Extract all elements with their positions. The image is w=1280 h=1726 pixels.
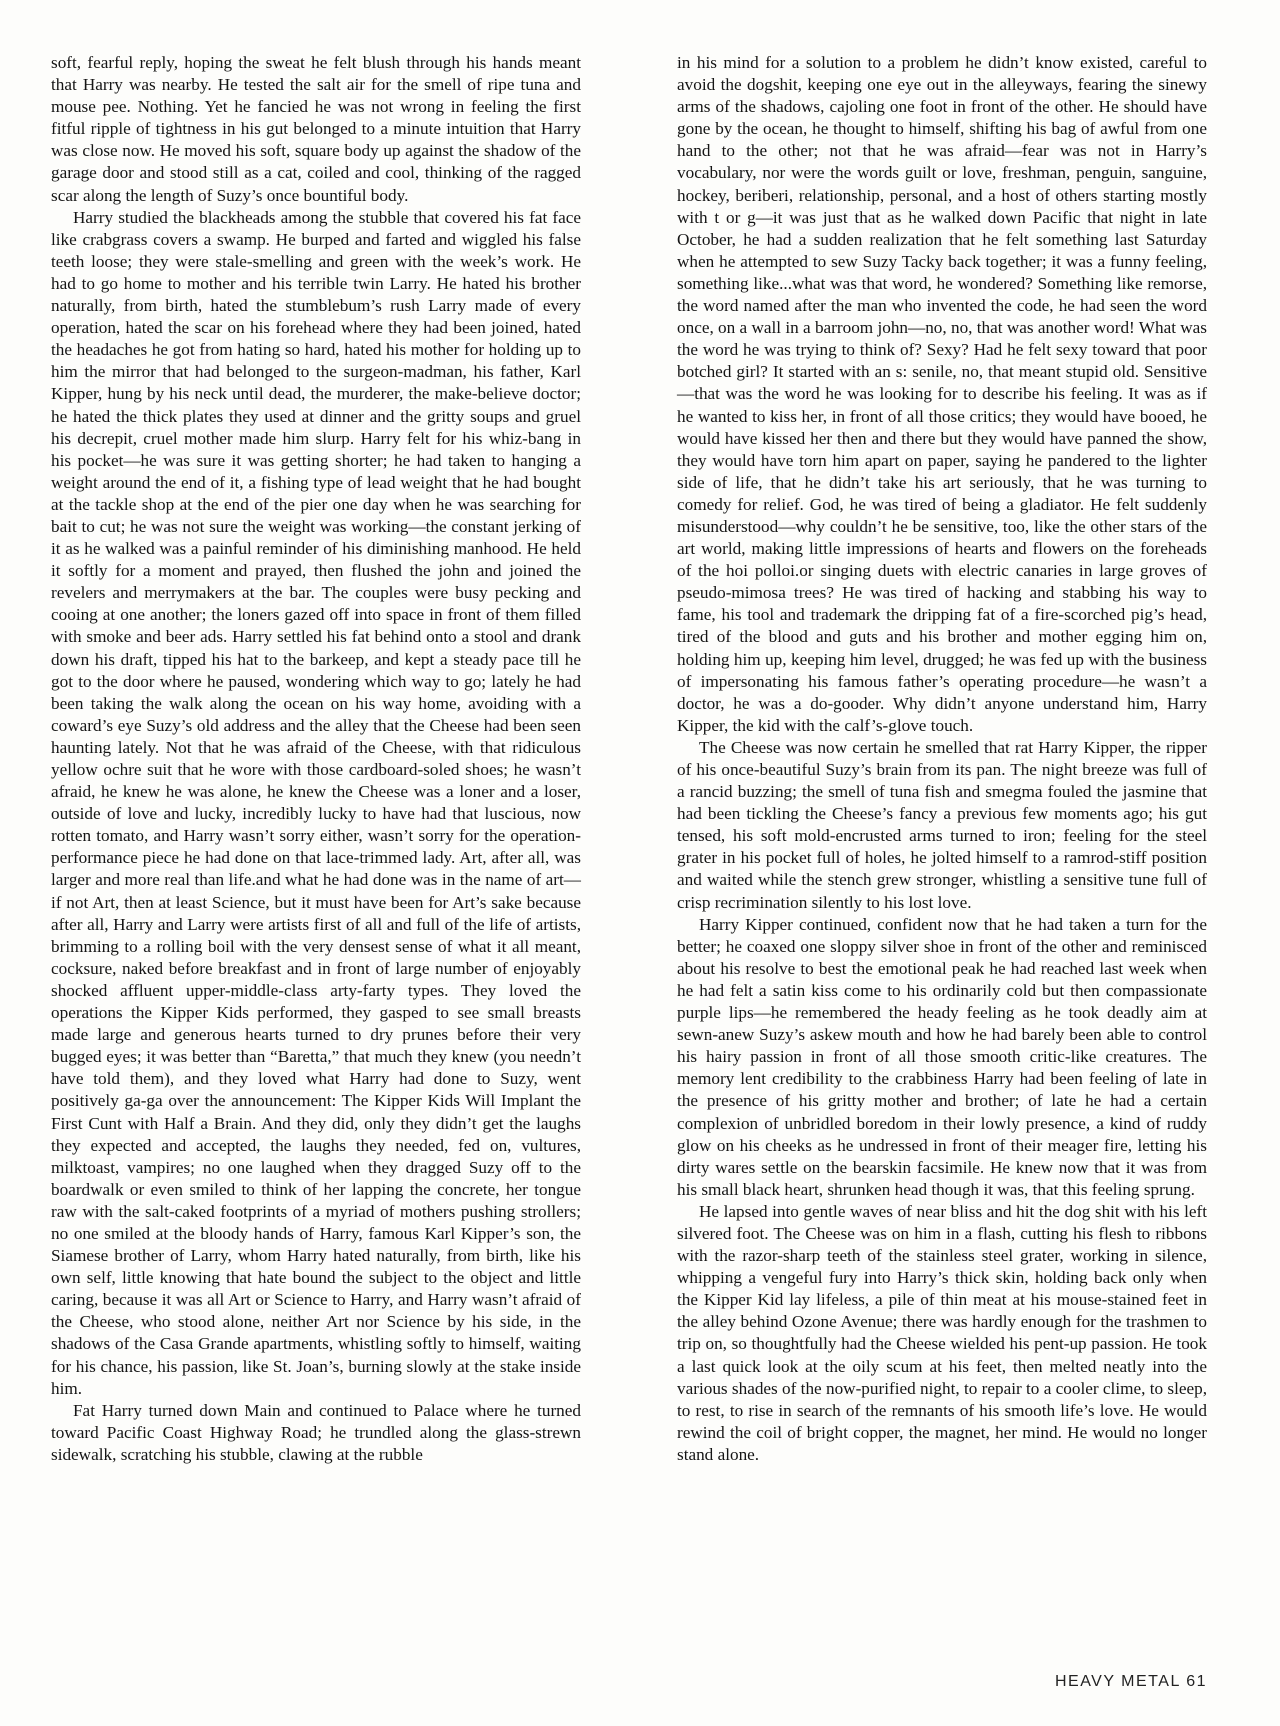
left-column: [51, 52, 581, 1466]
page-number: 61: [1186, 1673, 1207, 1690]
paragraph: Harry Kipper continued, confident now that he had taken a turn for the better; he coaxed one sloppy silver shoe in front of the other and reminisced about his resolve to best the emotional peak he had reached last week when he had felt a satin kiss come to his ordinarily cold but then compassionate purple lips—he remembered the heady feeling as he took deadly aim at sewn-anew Suzy’s askew mouth and how he had barely been able to control his hairy passion in front of all those smooth critic-like creatures. The memory lent credibility to the crabbiness Harry had been feeling of late in the presence of his gritty mother and brother; of late he had a certain complexion of unbridled boredom in their lowly presence, a kind of ruddy glow on his cheeks as he undressed in front of their meager fire, letting his dirty wares settle on the bearskin facsimile. He knew now that it was from his small black heart, shrunken head though it was, that this feeling sprung.: [677, 914, 1207, 1199]
paragraph: The Cheese was now certain he smelled that rat Harry Kipper, the ripper of his once-beautiful Suzy’s brain from its pan. The night breeze was full of a rancid buzzing; the smell of tuna fish and smegma fouled the jasmine that had been tickling the Cheese’s fancy a previous few moments ago; his gut tensed, his soft mold-encrusted arms turned to iron; feeling for the steel grater in his pocket full of holes, he jolted himself to a ramrod-stiff position and waited while the stench grew stronger, whistling a sensitive tune full of crisp recrimination silently to his lost love.: [677, 737, 1207, 912]
right-column: [677, 52, 1207, 1466]
paragraph: He lapsed into gentle waves of near bliss and hit the dog shit with his left silvered foot. The Cheese was on him in a flash, cutting his flesh to ribbons with the razor-sharp teeth of the stainless steel grater, working in silence, whipping a vengeful fury into Harry’s thick skin, holding back only when the Kipper Kid lay lifeless, a pile of thin meat at his mouse-stained feet in the alley behind Ozone Avenue; there was hardly enough for the trashmen to trip on, so thoughtfully had the Cheese wielded his pent-up passion. He took a last quick look at the oily scum at his feet, then melted neatly into the various shades of the now-purified night, to repair to a cooler clime, to sleep, to rest, to rise in search of the remnants of his smooth life’s love. He would rewind the coil of bright copper, the magnet, her mind. He would no longer stand alone.: [677, 1201, 1207, 1464]
magazine-name: HEAVY METAL: [1054, 1673, 1181, 1690]
paragraph: soft, fearful reply, hoping the sweat he felt blush through his hands meant that Harry was nearby. He tested the salt air for the smell of ripe tuna and mouse pee. Nothing. Yet he fancied he was not wrong in feeling the first fitful ripple of tightness in his gut belonged to a minute intuition that Harry was close now. He moved his soft, square body up against the shadow of the garage door and stood still as a cat, coiled and cool, thinking of the ragged scar along the length of Suzy’s once bountiful body.: [51, 53, 581, 205]
paragraph: Fat Harry turned down Main and continued to Palace where he turned toward Pacific Coast Highway Road; he trundled along the glass-strewn sidewalk, scratching his stubble, clawing at the rubble: [51, 1400, 581, 1464]
page-footer: [1055, 1673, 1207, 1691]
paragraph: Harry studied the blackheads among the stubble that covered his fat face like crabgrass covers a swamp. He burped and farted and wiggled his false teeth loose; they were stale-smelling and green with the week’s work. He had to go home to mother and his terrible twin Larry. He hated his brother naturally, from birth, hated the stumblebum’s rush Larry made of every operation, hated the scar on his forehead where they had been joined, hated the headaches he got from hating so hard, hated his mother for holding up to him the mirror that had belonged to the surgeon-madman, his father, Karl Kipper, hung by his neck until dead, the murderer, the make-believe doctor; he hated the thick plates they used at dinner and the gritty soups and gruel his decrepit, cruel mother made him slurp. Harry felt for his whiz-bang in his pocket—he was sure it was getting shorter; he had taken to hanging a weight around the end of it, a fishing type of lead weight that he had bought at the tackle shop at the end of the pier one day when he was searching for bait to cut; he was not sure the weight was working—the constant jerking of it as he walked was a painful reminder of his diminishing manhood. He held it softly for a moment and prayed, then flushed the john and joined the revelers and merrymakers at the bar. The couples were busy pecking and cooing at one another; the loners gazed off into space in front of them filled with smoke and beer ads. Harry settled his fat behind onto a stool and drank down his draft, tipped his hat to the barkeep, and kept a steady pace till he got to the door where he paused, wondering which way to go; lately he had been taking the walk along the ocean on his way home, avoiding with a coward’s eye Suzy’s old address and the alley that the Cheese had been seen haunting lately. Not that he was afraid of the Cheese, with that ridiculous yellow ochre suit that he wore with those cardboard-soled shoes; he wasn’t afraid, he knew he was alone, he knew the Cheese was a loner and a loser, outside of love and lucky, incredibly lucky to have had that luscious, now rotten tomato, and Harry wasn’t sorry either, wasn’t sorry for the operation-performance piece he had done on that lace-trimmed lady. Art, after all, was larger and more real than life.and what he had done was in the name of art—if not Art, then at least Science, but it must have been for Art’s sake because after all, Harry and Larry were artists first of all and full of the life of artists, brimming to a rolling boil with the very densest sense of what it all meant, cocksure, naked before breakfast and in front of large number of enjoyably shocked affluent upper-middle-class arty-farty types. They loved the operations the Kipper Kids performed, they gasped to see small breasts made large and generous hearts turned to dry prunes before their very bugged eyes; it was better than “Baretta,” that much they knew (you needn’t have told them), and they loved what Harry had done to Suzy, went positively ga-ga over the announcement: The Kipper Kids Will Implant the First Cunt with Half a Brain. And they did, only they didn’t get the laughs they expected and accepted, the laughs they needed, fed on, vultures, milktoast, vampires; no one laughed when they dragged Suzy off to the boardwalk or even smiled to think of her lapping the concrete, her tongue raw with the salt-caked footprints of a myriad of mothers pushing strollers; no one smiled at the bloody hands of Harry, famous Karl Kipper’s son, the Siamese brother of Larry, whom Harry hated naturally, from birth, like his own self, little knowing that hate bound the subject to the object and little caring, because it was all Art or Science to Harry, and Harry wasn’t afraid of the Cheese, who stood alone, neither Art nor Science by his side, in the shadows of the Casa Grande apartments, whistling softly to himself, waiting for his chance, his passion, like St. Joan’s, burning slowly at the stake inside him.: [51, 207, 581, 1398]
paragraph: in his mind for a solution to a problem he didn’t know existed, careful to avoid the dogshit, keeping one eye out in the alleyways, fearing the sinewy arms of the shadows, cajoling one foot in front of the other. He should have gone by the ocean, he thought to himself, shifting his bag of awful from one hand to the other; not that he was afraid—fear was not in Harry’s vocabulary, nor were the words guilt or love, freshman, penguin, sanguine, hockey, beriberi, relationship, personal, and a host of others starting mostly with t or g—it was just that as he walked down Pacific that night in late October, he had a sudden realization that he felt something last Saturday when he attempted to sew Suzy Tacky back together; it was a funny feeling, something like...what was that word, he wondered? Something like remorse, the word named after the man who invented the code, he had seen the word once, on a wall in a barroom john—no, no, that was another word! What was the word he was trying to think of? Sexy? Had he felt sexy toward that poor botched girl? It started with an s: senile, no, that meant stupid old. Sensitive—that was the word he was looking for to describe his feeling. It was as if he wanted to kiss her, in front of all those critics; they would have booed, he would have kissed her then and there but they would have panned the show, they would have torn him apart on paper, saying he pandered to the lighter side of life, that he didn’t take his art seriously, that he was turning to comedy for relief. God, he was tired of being a gladiator. He felt suddenly misunderstood—why couldn’t he be sensitive, too, like the other stars of the art world, making little impressions of hearts and flowers on the foreheads of the hoi polloi.or singing duets with electric canaries in large groves of pseudo-mimosa trees? He was tired of hacking and stabbing his way to fame, his tool and trademark the dripping fat of a fire-scorched pig’s head, tired of the blood and guts and his brother and mother egging him on, holding him up, keeping him level, drugged; he was fed up with the business of impersonating his famous father’s operating procedure—he wasn’t a doctor, he was a do-gooder. Why didn’t anyone understand him, Harry Kipper, the kid with the calf’s-glove touch.: [677, 53, 1207, 735]
